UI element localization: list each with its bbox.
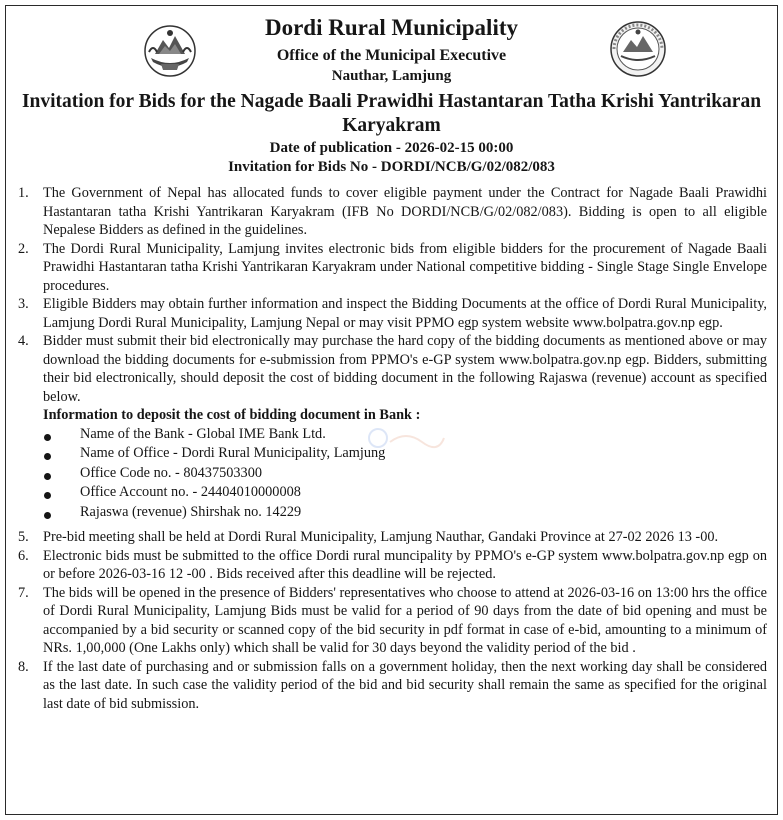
- bank-item-text: Rajaswa (revenue) Shirshak no. 14229: [80, 503, 302, 520]
- municipality-title: Dordi Rural Municipality: [264, 15, 518, 40]
- watermark-icon: [366, 426, 446, 450]
- clause-7: [6, 584, 779, 658]
- office-location: Nauthar, Lamjung: [331, 68, 452, 84]
- clause-number: 5.: [18, 529, 29, 545]
- bullet-icon: [44, 453, 51, 460]
- bullet-icon: [44, 473, 51, 480]
- clause-5: [6, 528, 779, 547]
- clause-text: Electronic bids must be submitted to the office Dordi rural muncipality by PPMO's e-GP system www.bolpatra.gov.np egp on or before 2026-03-16 12 -00 . Bids received after this deadline will be rejected.: [43, 547, 767, 582]
- invitation-title: Invitation for Bids for the Nagade Baali Prawidhi Hastantaran Tatha Krishi Yantrikaran Karyakram: [21, 91, 762, 136]
- bid-notice: [5, 5, 778, 815]
- clause-3: [6, 295, 779, 332]
- list-item: [6, 503, 779, 523]
- bank-item-text: Name of the Bank - Global IME Bank Ltd.: [80, 425, 326, 442]
- bank-item-text: Office Account no. - 24404010000008: [80, 484, 301, 500]
- clause-text: The bids will be opened in the presence of Bidders' representatives who choose to attend at 2026-03-16 on 13:00 hrs the office of Dordi Rural Municipality, Lamjung Bids must be valid for a period of 90 days from the date of bid opening and must be accompanied by a bid security or scanned copy of the bid security in pdf format in case of e-bid, amounting to a minimum of NRs. 1,00,000 (One Lakhs only) which shall be valid for 30 days beyond the validity period of the bid .: [43, 584, 767, 656]
- bullet-icon: [44, 492, 51, 499]
- clause-2: [6, 240, 779, 296]
- bank-item-text: Office Code no. - 80437503300: [80, 464, 262, 481]
- clause-text: Pre-bid meeting shall be held at Dordi Rural Municipality, Lamjung Nauthar, Gandaki Province at 27-02 2026 13 -00.: [43, 529, 719, 545]
- clause-number: 4.: [18, 333, 29, 349]
- clause-text: If the last date of purchasing and or submission falls on a government holiday, then the next working day shall be considered as the last date. In such case the validity period of the bid and bid security shall remain the same as specified for the original last date of bid submission.: [43, 658, 767, 712]
- notice-header: [6, 6, 777, 178]
- clause-text: Eligible Bidders may obtain further information and inspect the Bidding Documents at the office of Dordi Rural Municipality, Lamjung Dordi Rural Municipality, Lamjung Nepal or may visit PPMO egp system website www.bolpatra.gov.np egp.: [43, 296, 767, 331]
- bank-item-text: Name of Office - Dordi Rural Municipality, Lamjung: [80, 445, 386, 461]
- list-item: [6, 464, 779, 484]
- clause-number: 3.: [18, 296, 29, 312]
- clause-text: The Dordi Rural Municipality, Lamjung invites electronic bids from eligible bidders for the procurement of Nagade Baali Prawidhi Hastantaran tatha Krishi Yantrikaran Karyakram under National competitive bidding - Single Stage Single Envelope procedures.: [43, 240, 767, 294]
- publication-date: Date of publication - 2026-02-15 00:00: [269, 140, 514, 156]
- clause-6: [6, 547, 779, 584]
- clause-8: [6, 658, 779, 714]
- clause-number: 8.: [18, 658, 29, 675]
- bullet-icon: [44, 434, 51, 441]
- bank-info-heading: Information to deposit the cost of bidding document in Bank :: [43, 407, 421, 423]
- clause-number: 1.: [18, 185, 29, 201]
- clause-text: The Government of Nepal has allocated funds to cover eligible payment under the Contract for Nagade Baali Prawidhi Hastantaran tatha Krishi Yantrikaran Karyakram (IFB No DORDI/NCB/G/02/082/083). Bidding is open to all eligible Nepalese Bidders as defined in the guidelines.: [43, 185, 767, 238]
- office-subtitle: Office of the Municipal Executive: [276, 47, 507, 64]
- clause-1: [6, 184, 779, 240]
- clause-4: [6, 332, 779, 406]
- clause-number: 6.: [18, 547, 29, 564]
- ifb-number: Invitation for Bids No - DORDI/NCB/G/02/082/083: [228, 159, 555, 175]
- clause-number: 2.: [18, 240, 29, 257]
- clause-number: 7.: [18, 584, 29, 601]
- list-item: [6, 483, 779, 503]
- bullet-icon: [44, 512, 51, 519]
- clause-text: Bidder must submit their bid electronically may purchase the hard copy of the bidding documents as mentioned above or may download the bidding documents for e-submission from PPMO's e-GP system www.bolpatra.gov.np egp. Bidders, submitting their bid electronically, should deposit the cost of bidding document in the following Rajaswa (revenue) account as specified below.: [43, 333, 767, 405]
